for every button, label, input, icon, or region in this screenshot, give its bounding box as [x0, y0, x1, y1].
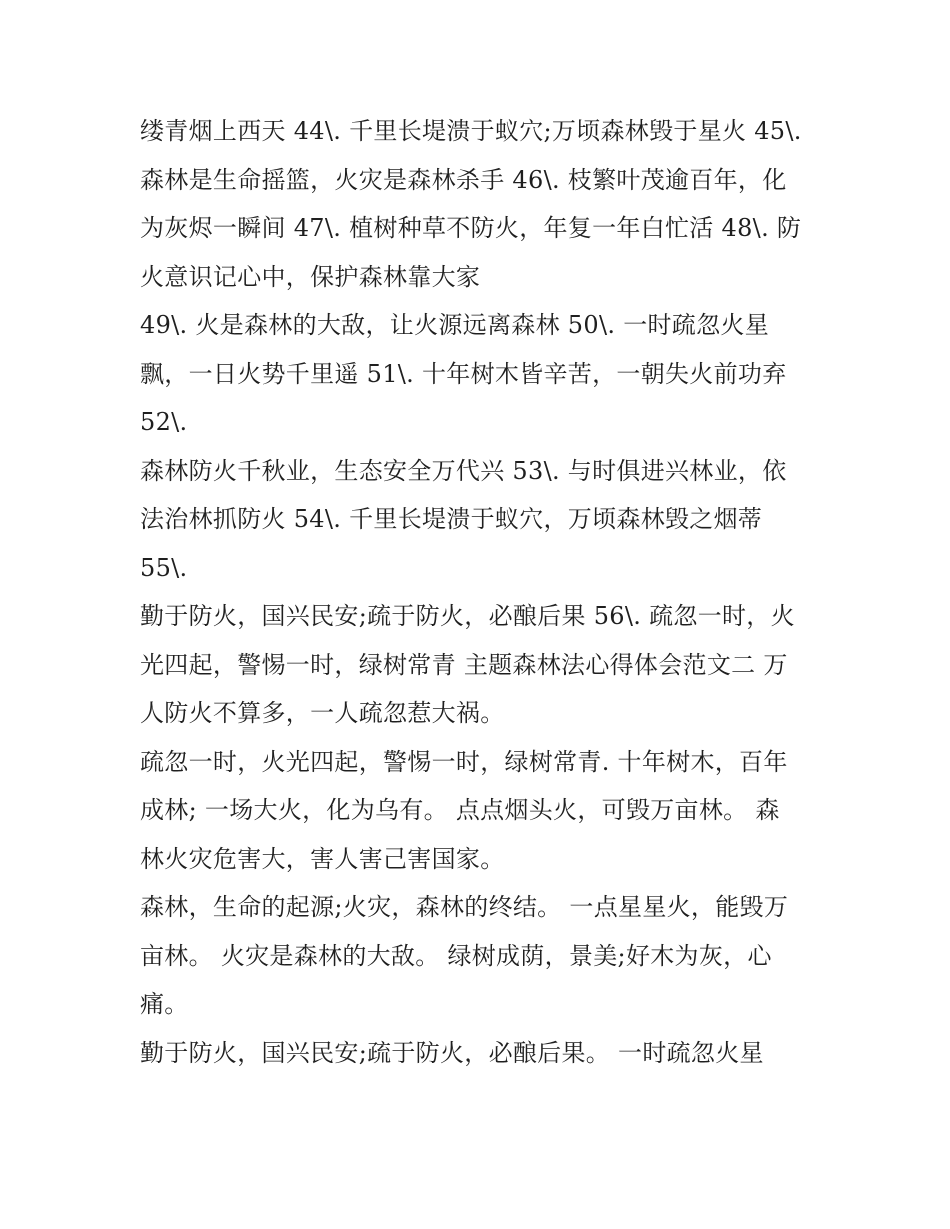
- text-line: 森林，生命的起源;火灾，森林的终结。 一点星星火，能毁万: [140, 893, 789, 921]
- text-line: 森林是生命摇篮，火灾是森林杀手 46\. 枝繁叶茂逾百年，化: [140, 165, 787, 194]
- text-line: 亩林。 火灾是森林的大敌。 绿树成荫，景美;好木为灰，心: [140, 941, 772, 970]
- text-line: 55\.: [140, 553, 188, 582]
- text-line: 52\.: [140, 408, 188, 436]
- document-body: [140, 107, 812, 1077]
- text-line: 法治林抓防火 54\. 千里长堤溃于蚁穴，万顷森林毁之烟蒂: [140, 505, 763, 533]
- text-line: 火意识记心中，保护森林靠大家: [140, 262, 481, 291]
- text-line: 飘，一日火势千里遥 51\. 十年树木皆辛苦，一朝失火前功弃: [140, 359, 787, 388]
- text-line: 疏忽一时，火光四起，警惕一时，绿树常青. 十年树木，百年: [140, 747, 788, 776]
- text-line: 人防火不算多，一人疏忽惹大祸。: [140, 699, 505, 727]
- text-line: 勤于防火，国兴民安;疏于防火，必酿后果 56\. 疏忽一时，火: [140, 602, 795, 630]
- text-line: 痛。: [140, 990, 189, 1018]
- text-line: 49\. 火是森林的大敌，让火源远离森林 50\. 一时疏忽火星: [140, 311, 769, 339]
- text-line: 森林防火千秋业，生态安全万代兴 53\. 与时俱进兴林业，依: [140, 456, 787, 485]
- text-line: 成林; 一场大火，化为乌有。 点点烟头火，可毁万亩林。 森: [140, 796, 780, 824]
- text-line: 缕青烟上西天 44\. 千里长堤溃于蚁穴;万顷森林毁于星火 45\.: [140, 117, 802, 145]
- text-line: 为灰烬一瞬间 47\. 植树种草不防火，年复一年白忙活 48\. 防: [140, 214, 802, 242]
- text-line: 勤于防火，国兴民安;疏于防火，必酿后果。 一时疏忽火星: [140, 1038, 764, 1067]
- text-line: 光四起，警惕一时，绿树常青 主题森林法心得体会范文二 万: [140, 650, 788, 679]
- text-line: 林火灾危害大，害人害己害国家。: [140, 844, 505, 873]
